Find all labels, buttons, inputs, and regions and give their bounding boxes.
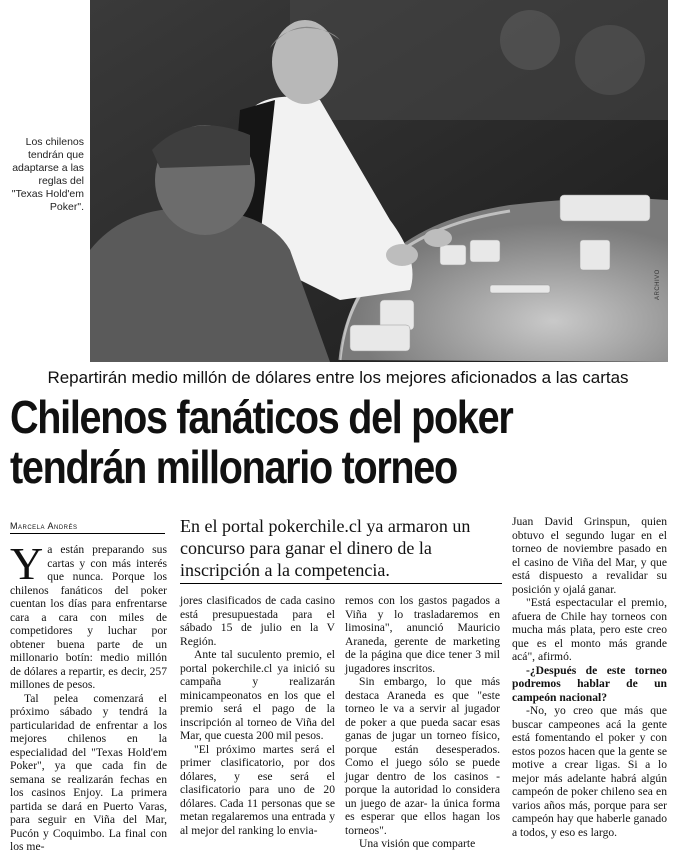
interview-question: -¿Después de este torneo podremos hablar de un campeón nacional?: [512, 663, 667, 704]
photo-illustration: [90, 0, 668, 362]
photo-credit: ARCHIVO: [655, 269, 661, 300]
article-headline: [10, 392, 574, 492]
paragraph: Sin embargo, lo que más destaca Araneda es que "este torneo le va a servir al jugador de poker a que pueda sacar esas ganas de jugar un torneo físico, porque están desesperados. Como el juego sólo se puede jugar dentro de los casinos -porque la autoridad lo considera un juego de azar- la única forma es esperar que ellos hagan los torneos".: [345, 675, 500, 837]
headline-line-2: tendrán millonario torneo: [10, 441, 457, 493]
article-column-3: [345, 594, 500, 851]
drop-cap: Y: [10, 538, 44, 589]
paragraph: -No, yo creo que más que buscar campeones acá la gente está fomentando el poker y con estos pozos hacen que la gente se motive a crear ligas. Si a lo mejor más adelante habrá algún campeón de poker chileno sea en varios años más, porque para ser campeón hay que haberle ganado a todos, y eso es largo.: [512, 704, 667, 839]
paragraph-text: a están preparando sus cartas y con más interés que nunca. Porque los chilenos fanáticos del poker cuentan los días para enfrentarse cara a cara con miles de competidores y luchar por obtener buena parte de un millonario botín: medio millón de dólares a repartir, es decir, 257 millones de pesos.: [10, 543, 167, 691]
photo-caption: Los chilenos tendrán que adaptarse a las reglas del "Texas Hold'em Poker".: [11, 136, 84, 213]
paragraph: jores clasificados de cada casino está presupuestada para el sábado 15 de julio en la V Región.: [180, 594, 335, 648]
headline-line-1: Chilenos fanáticos del poker: [10, 391, 513, 443]
pull-quote-divider: [180, 583, 502, 584]
article-column-1: [10, 538, 167, 854]
paragraph: Ante tal suculento premio, el portal pokerchile.cl ya inició su campaña y realizarán minicampeonatos en los que el premio será el pago de la inscripción al torneo de Viña del Mar, que cuesta 200 mil pesos.: [180, 648, 335, 742]
article-column-2: [180, 594, 335, 837]
article-column-4: [512, 515, 667, 839]
byline-divider: [10, 533, 165, 534]
poker-table-photo: [90, 0, 668, 362]
paragraph: Juan David Grinspun, quien obtuvo el segundo lugar en el torneo de noviembre pasado en el casino de Viña del Mar, y que está dispuesto a revalidar su posición y ojalá ganar.: [512, 515, 667, 596]
paragraph: Una visión que comparte: [359, 837, 476, 850]
paragraph: "Está espectacular el premio, afuera de Chile hay torneos con mucha más plata, pero este creo que es el monto más grande acá", afirmó.: [512, 596, 667, 663]
pull-quote: En el portal pokerchile.cl ya armaron un concurso para ganar el dinero de la inscripción a la competencia.: [180, 516, 471, 580]
paragraph: "El próximo martes será el primer clasificatorio, por dos dólares, y ese será el clasificatorio para uno de 20 dólares. Cada 11 personas que se metan regalaremos una entrada y al mejor del ranking lo envia-: [180, 742, 335, 837]
paragraph: [10, 538, 167, 692]
paragraph: remos con los gastos pagados a Viña y lo trasladaremos en limosina", anunció Mauricio Araneda, gerente de marketing de la página que dice tener 3 mil jugadores inscritos.: [345, 594, 500, 675]
byline: Marcela Andrés: [10, 521, 78, 531]
paragraph: Tal pelea comenzará el próximo sábado y tendrá la particularidad de enfrentar a los mejores chilenos en la especialidad del "Texas Hold'em Poker", ya que cada fin de semana se realizarán fechas en los casinos Enjoy. La primera partida se dará en Puerto Varas, para seguir en Viña del Mar, Pucón y Coquimbo. La final con los me-: [10, 691, 167, 853]
article-kicker: Repartirán medio millón de dólares entre los mejores aficionados a las cartas: [47, 368, 629, 387]
